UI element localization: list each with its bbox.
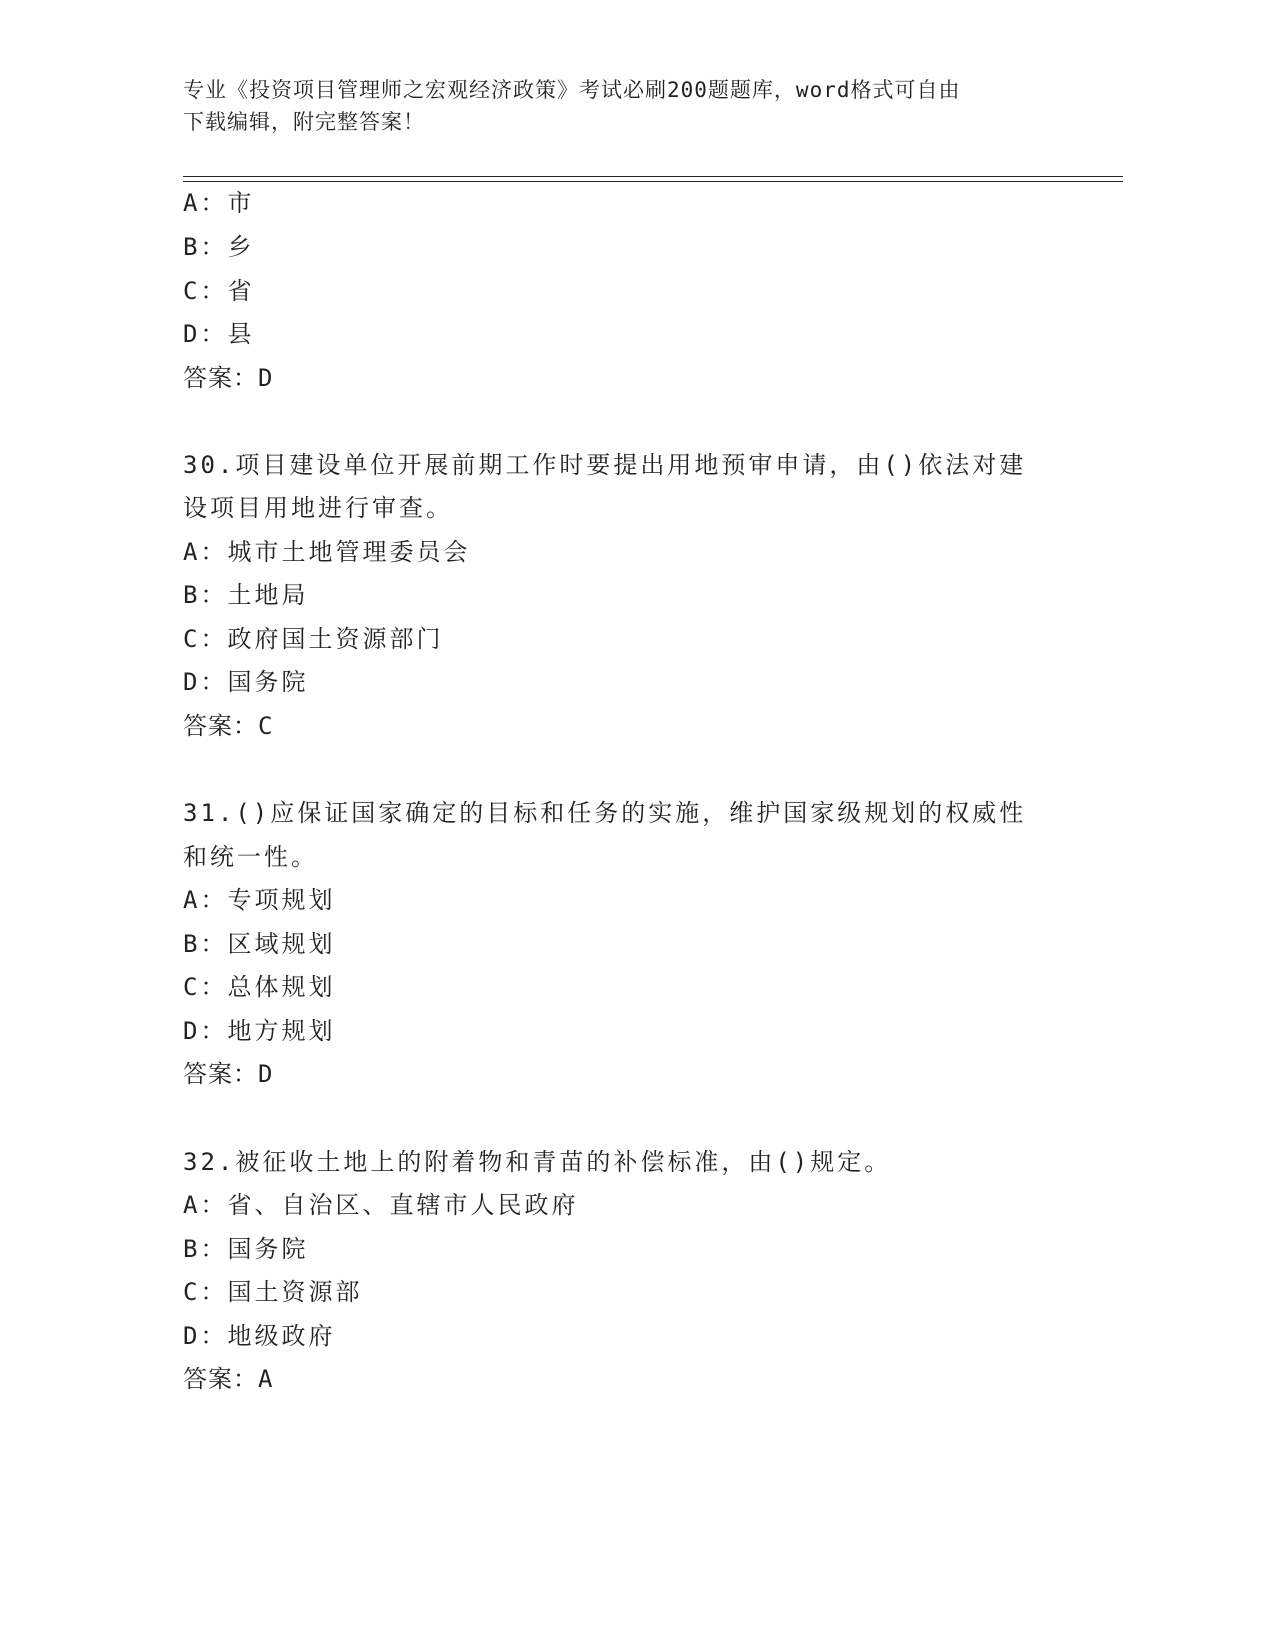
header-line-1: 专业《投资项目管理师之宏观经济政策》考试必刷200题题库，word格式可自由 (183, 78, 961, 102)
q32-option-a: A：省、自治区、直辖市人民政府 (183, 1191, 579, 1219)
option-c: C：省 (183, 277, 255, 305)
question-30-line-1: 30.项目建设单位开展前期工作时要提出用地预审申请，由()依法对建 (183, 451, 1027, 479)
q30-option-b: B：土地局 (183, 581, 309, 609)
question-30-line-2: 设项目用地进行审查。 (183, 494, 453, 522)
q31-option-a: A：专项规划 (183, 886, 336, 914)
q31-option-d: D：地方规划 (183, 1017, 336, 1045)
q31-answer: 答案：D (183, 1060, 274, 1088)
header-rule-top (183, 176, 1123, 177)
q31-option-b: B：区域规划 (183, 930, 336, 958)
header-line-2: 下载编辑，附完整答案！ (183, 110, 425, 134)
q32-answer: 答案：A (183, 1365, 274, 1393)
option-d: D：县 (183, 320, 255, 348)
document-header (183, 74, 1083, 138)
q31-option-c: C：总体规划 (183, 973, 336, 1001)
q32-option-b: B：国务院 (183, 1235, 309, 1263)
q32-option-d: D：地级政府 (183, 1322, 336, 1350)
question-31-line-1: 31.()应保证国家确定的目标和任务的实施，维护国家级规划的权威性 (183, 799, 1027, 827)
answer: 答案：D (183, 364, 274, 392)
question-32-line-1: 32.被征收土地上的附着物和青苗的补偿标准，由()规定。 (183, 1148, 892, 1176)
header-rule-bottom (183, 181, 1123, 182)
q30-option-c: C：政府国土资源部门 (183, 625, 444, 653)
option-b: B：乡 (183, 233, 255, 261)
q30-option-a: A：城市土地管理委员会 (183, 538, 471, 566)
q30-answer: 答案：C (183, 712, 274, 740)
question-31-line-2: 和统一性。 (183, 843, 318, 871)
q32-option-c: C：国土资源部 (183, 1278, 363, 1306)
option-a: A：市 (183, 189, 255, 217)
q30-option-d: D：国务院 (183, 668, 309, 696)
